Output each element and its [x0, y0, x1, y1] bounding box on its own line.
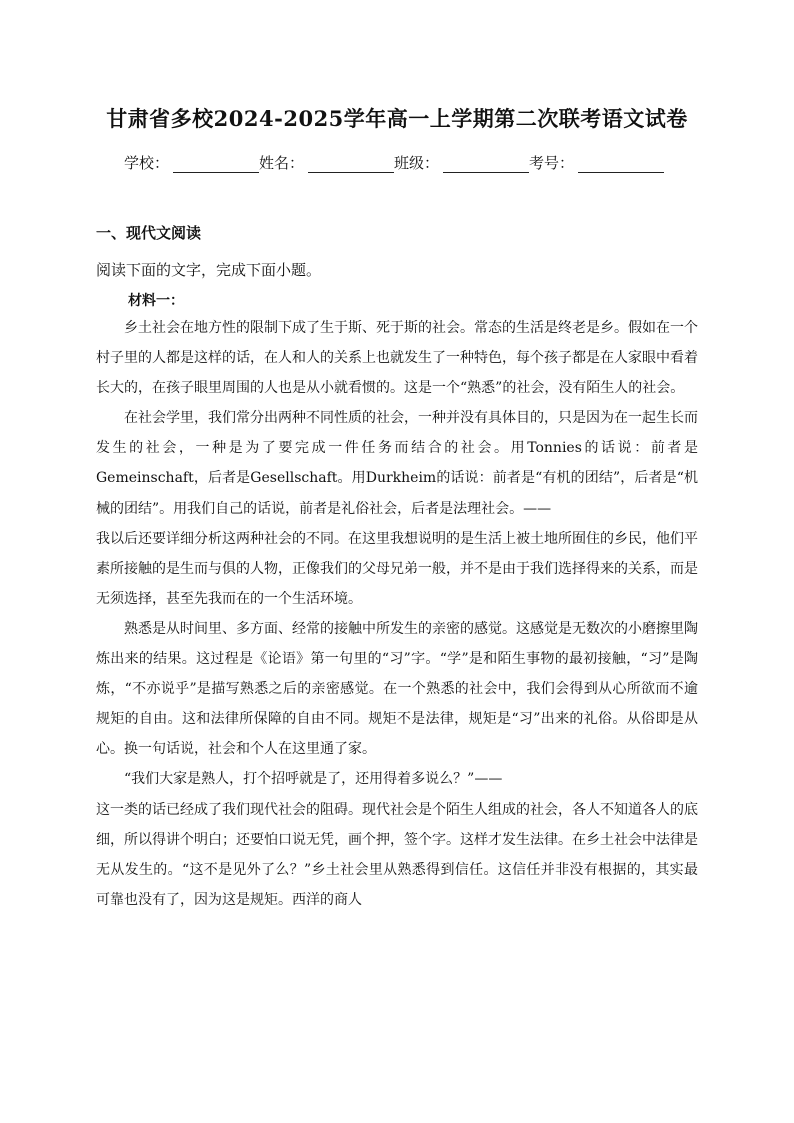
- document-title: 甘肃省多校2024-2025学年高一上学期第二次联考语文试卷: [106, 106, 688, 131]
- school-field: [124, 152, 259, 173]
- name-field: [259, 152, 394, 173]
- section-heading: 一、现代文阅读: [96, 224, 202, 242]
- class-blank: [443, 156, 529, 173]
- name-blank: [308, 156, 394, 173]
- passage-paragraph: 乡土社会在地方性的限制下成了生于斯、死于斯的社会。常态的生活是终老是乡。假如在一个村子里的人都是这样的话，在人和人的关系上也就发生了一种特色，每个孩子都是在人家眼中看着长大的，在孩子眼里周围的人也是从小就看惯的。这是一个“熟悉”的社会，没有陌生人的社会。: [96, 320, 698, 397]
- class-field: [394, 152, 529, 173]
- school-label: 学校：: [124, 154, 170, 172]
- name-label: 姓名：: [259, 154, 305, 172]
- passage-paragraph: 我以后还要详细分析这两种社会的不同。在这里我想说明的是生活上被土地所囿住的乡民，他们平素所接触的是生而与俱的人物，正像我们的父母兄弟一般，并不是由于我们选择得来的关系，而是无须选择，甚至先我而在的一个生活环境。: [96, 530, 698, 607]
- class-label: 班级：: [394, 154, 440, 172]
- passage-body: [96, 313, 698, 915]
- reading-instruction: 阅读下面的文字，完成下面小题。: [96, 261, 322, 279]
- exam-number-label: 考号：: [529, 154, 575, 172]
- passage-paragraph: 这一类的话已经成了我们现代社会的阻碍。现代社会是个陌生人组成的社会，各人不知道各人的底细，所以得讲个明白；还要怕口说无凭，画个押，签个字。这样才发生法律。在乡土社会中法律是无从发生的。“这不是见外了么？”乡土社会里从熟悉得到信任。这信任并非没有根据的，其实最可靠也没有了，因为这是规矩。西洋的商人: [96, 801, 698, 908]
- passage-paragraph: 熟悉是从时间里、多方面、经常的接触中所发生的亲密的感觉。这感觉是无数次的小磨擦里陶炼出来的结果。这过程是《论语》第一句里的“习”字。“学”是和陌生事物的最初接触，“习”是陶炼，“不亦说乎”是描写熟悉之后的亲密感觉。在一个熟悉的社会中，我们会得到从心所欲而不逾规矩的自由。这和法律所保障的自由不同。规矩不是法律，规矩是“习”出来的礼俗。从俗即是从心。换一句话说，社会和个人在这里通了家。: [96, 620, 698, 758]
- passage-paragraph: 在社会学里，我们常分出两种不同性质的社会，一种并没有具体目的，只是因为在一起生长而发生的社会，一种是为了要完成一件任务而结合的社会。用Tonnies的话说：前者是Gemeinschaft，后者是Gesellschaft。用Durkheim的话说：前者是“有机的团结”，后者是“机械的团结”。用我们自己的话说，前者是礼俗社会，后者是法理社会。——: [96, 410, 698, 517]
- material-label: 材料一：: [128, 293, 184, 309]
- school-blank: [173, 156, 259, 173]
- passage-paragraph: “我们大家是熟人，打个招呼就是了，还用得着多说么？”——: [124, 771, 503, 788]
- exam-number-blank: [578, 156, 664, 173]
- exam-number-field: [529, 152, 664, 173]
- student-info-row: [124, 152, 664, 173]
